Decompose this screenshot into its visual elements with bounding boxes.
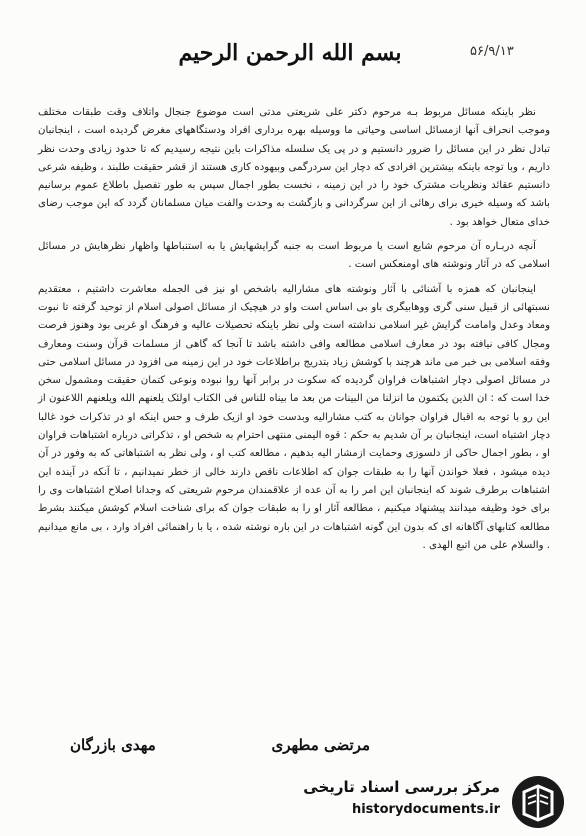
document-title: بسم الله الرحمن الرحیم: [178, 40, 402, 66]
watermark-name: مرکز بررسی اسناد تاریخی: [303, 778, 500, 796]
paragraph-1: نظر باینکه مسائل مربوط بـه مرحوم دکتر علی شریعتی مدتی است موضوع جنجال واتلاف وقت طبقات مختلف وموجب انحراف آنها ازمسائل اساسی وحیاتی ما ووسیله بهره برداری افراد ودستگاههای مغرض گردیده است ، اینجانبان تبادل نظر در این مسائل را ضرور دانستیم و در پی یک سلسله مذاکرات باین نتیجه رسیدیم که تا حدود زیادی وحدت نظر داریم ، وبا توجه باینکه بیشترین افرادی که دچار این سردرگمی وبیهوده کاری هستند از قشر حقیقت طلبند ، وظیفه شرعی دانستیم عقائد ونظریات مشترک خود را در این زمینه ، نخست بطور اجمال سپس به طور تفصیل باطلاع عموم برسانیم باشد که وسیله خیری برای رهائی از این سرگردانی و بازگشت به وحدت والفت میان مسلمانان گردد که این موجب رضای خدای متعال خواهد بود .: [38, 107, 550, 228]
paragraph-2: آنچه دربـاره آن مرحوم شایع است یا مربوط است به جنبه گرایشهایش یا به استنباطها واظهار نظرهایش در مسائل اسلامی که در آثار ونوشته های اومنعکس است .: [38, 241, 550, 271]
archive-watermark: [300, 774, 570, 830]
document-body: [38, 104, 550, 561]
signature-motahari: مرتضی مطهری: [271, 736, 370, 754]
archive-logo-icon: [510, 774, 566, 830]
paragraph-3: اینجانبان که همزه با آشنائی با آثار ونوشته های مشارالیه باشخص او نیز فی الجمله معاشرت داشتیم ، معتقدیم نسبتهائی از قبیل سنی گری ووهابیگری باو بی اساس است واو در هیچیک از مسائل اصولی اسلام از توحید گرفته تا نبوت ومعاد وعدل وامامت گرایش غیر اسلامی نداشته است ولی نظر باینکه تحصیلات عالیه و فرهنگ او غربی بود وهنوز فرصت ومجال کافی نیافته بود در معارف اسلامی مطالعه وافی داشته باشد تا آنجا که گاهی از مسلمات قرآن وسنت ومعارف وفقه اسلامی بی خبر می ماند هرچند با کوشش زیاد بتدریج براطلاعات خود در این زمینه می افزود در مسائل اسلامی حتی در مسائل اصولی دچار اشتباهات فراوان گردیده که سکوت در برابر آنها روا نبوده ونوعی کتمان حقیقت ومشمول سخن خدا است که : ان الذین یکتمون ما انزلنا من البینات من بعد ما بیناه للناس فی الکتاب اولئک یلعنهم الله ویلعنهم اللاعنون از این رو با توجه به اقبال فراوان جوانان به کتب مشارالیه وبدست خود او ازیک طرف و حس اینکه او در تذکرات خود غالبا دچار اشتباه است، اینجانبان بر آن شدیم به حکم : قوه الیمنی منتهی احترام به شخص او ، تذکراتی درباره اشتباهات فراوان او ، بطور اجمال حاکی از دلسوزی وحمایت ازمشار الیه بدهیم ، مطالعه کتب او ، ولی نظر به اشتباهاتی که به وفور در آن دیده میشود ، فعلا خواندن آنها را به طبقات جوان که اطلاعات ناقص دارند خالی از خطر نمیدانیم ، تا آنکه در آینده این اشتباهات برطرف شوند که اینجانبان این امر را به آن عده از علاقمندان مرحوم شریعتی که وجدانا اصلاح اشتباهات وی را برای خود وظیفه میدانند پیشنهاد میکنیم ، مطالعه آثار او را به طبقات جوان که برای شناخت اسلام کوشش میکنند بشرط مطالعه کتابهای آگاهانه ای که بدون این گونه اشتباهات در این باره نوشته شده ، یا با راهنمائی افراد وارد ، بی مانع میدانیم . والسلام علی من اتبع الهدی .: [38, 283, 550, 551]
signature-bazargan: مهدی بازرگان: [70, 736, 156, 754]
document-date: ۵۶/۹/۱۳: [470, 44, 514, 59]
watermark-url: historydocuments.ir: [351, 802, 500, 817]
signatures: [50, 736, 490, 766]
